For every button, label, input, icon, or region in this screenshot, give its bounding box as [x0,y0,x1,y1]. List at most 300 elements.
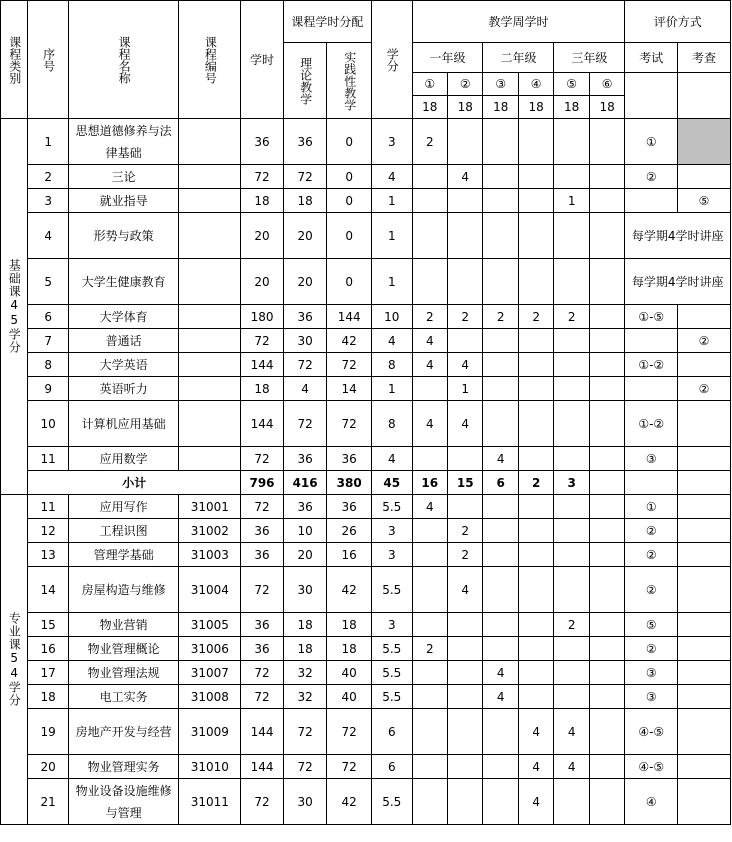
check-cell [678,661,731,685]
header-category: 课程类别 [1,1,28,119]
weekly-hours-cell [554,567,589,613]
check-cell [678,637,731,661]
weekly-hours-cell [483,353,518,377]
hours-cell: 72 [241,447,284,471]
exam-cell: ③ [625,661,678,685]
check-cell [678,401,731,447]
weekly-hours-cell [412,259,447,305]
header-weekly: 教学周学时 [412,1,625,43]
group-basic: 基础课45学分 [1,119,28,495]
course-name-cell: 英语听力 [68,377,179,401]
eval-blank [678,73,731,119]
credit-cell: 5.5 [372,637,413,661]
header-practice: 实践性教学 [327,43,372,119]
weekly-hours-cell [554,685,589,709]
hours-cell: 180 [241,305,284,329]
table-row [1,495,731,519]
weekly-hours-cell: 4 [448,401,483,447]
weekly-hours-cell [412,377,447,401]
weekly-hours-cell [448,755,483,779]
practice-cell: 16 [327,543,372,567]
credit-cell: 6 [372,755,413,779]
check-cell [678,165,731,189]
theory-cell: 30 [283,779,327,825]
theory-cell: 30 [283,329,327,353]
hours-cell: 36 [241,543,284,567]
semester-4: ④ [518,73,553,96]
hours-cell: 72 [241,329,284,353]
subtotal-exam [625,471,678,495]
exam-cell: ①-② [625,401,678,447]
weekly-hours-cell: 2 [554,613,589,637]
practice-cell: 36 [327,495,372,519]
weekly-hours-cell: 2 [448,543,483,567]
weekly-hours-cell: 2 [554,305,589,329]
weekly-hours-cell [589,353,625,377]
header-code: 课程编号 [179,1,241,119]
weekly-hours-cell: 2 [448,519,483,543]
theory-cell: 18 [283,189,327,213]
weeks-cell: 18 [589,96,625,119]
eval-merged-cell: 每学期4学时讲座 [625,213,731,259]
exam-cell: ①-② [625,353,678,377]
weekly-hours-cell [518,189,553,213]
weekly-hours-cell [412,447,447,471]
course-name-cell: 物业设备设施维修与管理 [68,779,179,825]
course-name-cell: 物业管理法规 [68,661,179,685]
course-code-cell: 31006 [179,637,241,661]
hours-cell: 72 [241,567,284,613]
credit-cell: 3 [372,119,413,165]
credit-cell: 5.5 [372,495,413,519]
weekly-hours-cell [448,709,483,755]
subtotal-weekly: 2 [518,471,553,495]
practice-cell: 18 [327,637,372,661]
course-name-cell: 大学体育 [68,305,179,329]
practice-cell: 14 [327,377,372,401]
subtotal-weekly: 6 [483,471,518,495]
subtotal-hours: 796 [241,471,284,495]
header-theory: 理论教学 [283,43,327,119]
hours-cell: 36 [241,637,284,661]
credit-cell: 3 [372,613,413,637]
weekly-hours-cell [589,119,625,165]
course-name-cell: 物业管理实务 [68,755,179,779]
course-code-cell: 31004 [179,567,241,613]
weekly-hours-cell [412,519,447,543]
weekly-hours-cell [518,685,553,709]
weekly-hours-cell [589,213,625,259]
weekly-hours-cell [518,495,553,519]
header-name: 课程名称 [68,1,179,119]
check-cell: ② [678,329,731,353]
hours-cell: 144 [241,401,284,447]
practice-cell: 0 [327,213,372,259]
weekly-hours-cell [412,567,447,613]
header-dist: 课程学时分配 [283,1,371,43]
exam-cell: ① [625,119,678,165]
weekly-hours-cell [589,519,625,543]
weekly-hours-cell [412,543,447,567]
credit-cell: 4 [372,165,413,189]
course-code-cell [179,447,241,471]
exam-cell: ⑤ [625,613,678,637]
credit-cell: 1 [372,189,413,213]
theory-cell: 10 [283,519,327,543]
theory-cell: 20 [283,213,327,259]
subtotal-theory: 416 [283,471,327,495]
weekly-hours-cell [518,119,553,165]
weekly-hours-cell [518,567,553,613]
weekly-hours-cell [412,613,447,637]
exam-cell: ② [625,543,678,567]
weekly-hours-cell [412,165,447,189]
practice-cell: 18 [327,613,372,637]
course-code-cell [179,165,241,189]
weekly-hours-cell [518,329,553,353]
weekly-hours-cell: 4 [448,165,483,189]
weekly-hours-cell [518,377,553,401]
seq-cell: 3 [28,189,69,213]
weekly-hours-cell: 1 [448,377,483,401]
hours-cell: 72 [241,685,284,709]
credit-cell: 4 [372,447,413,471]
course-code-cell [179,305,241,329]
weekly-hours-cell [412,709,447,755]
weekly-hours-cell [412,213,447,259]
semester-6: ⑥ [589,73,625,96]
hours-cell: 36 [241,613,284,637]
seq-cell: 7 [28,329,69,353]
practice-cell: 0 [327,259,372,305]
credit-cell: 8 [372,401,413,447]
theory-cell: 20 [283,259,327,305]
table-row [1,447,731,471]
course-name-cell: 应用数学 [68,447,179,471]
course-name-cell: 大学英语 [68,353,179,377]
exam-cell [625,329,678,353]
course-code-cell [179,353,241,377]
weekly-hours-cell [589,447,625,471]
credit-cell: 3 [372,543,413,567]
table-row [1,305,731,329]
weekly-hours-cell: 4 [483,661,518,685]
seq-cell: 18 [28,685,69,709]
subtotal-weekly: 16 [412,471,447,495]
check-cell [678,543,731,567]
weekly-hours-cell [589,401,625,447]
weekly-hours-cell [448,447,483,471]
credit-cell: 5.5 [372,685,413,709]
weekly-hours-cell [589,495,625,519]
course-name-cell: 物业管理概论 [68,637,179,661]
weekly-hours-cell: 4 [448,353,483,377]
table-row [1,377,731,401]
weekly-hours-cell [554,543,589,567]
credit-cell: 1 [372,377,413,401]
hours-cell: 18 [241,189,284,213]
exam-cell: ③ [625,685,678,709]
exam-cell: ① [625,495,678,519]
check-cell: ② [678,377,731,401]
weekly-hours-cell [554,353,589,377]
course-code-cell [179,377,241,401]
practice-cell: 72 [327,401,372,447]
eval-merged-cell: 每学期4学时讲座 [625,259,731,305]
course-code-cell: 31002 [179,519,241,543]
seq-cell: 19 [28,709,69,755]
weekly-hours-cell: 4 [554,709,589,755]
subtotal-weekly [589,471,625,495]
seq-cell: 20 [28,755,69,779]
credit-cell: 6 [372,709,413,755]
weekly-hours-cell [483,613,518,637]
weekly-hours-cell [554,329,589,353]
header-seq: 序号 [28,1,69,119]
check-cell [678,353,731,377]
exam-cell: ② [625,637,678,661]
weekly-hours-cell [554,495,589,519]
weekly-hours-cell [554,213,589,259]
theory-cell: 18 [283,637,327,661]
table-row [1,755,731,779]
weekly-hours-cell [589,661,625,685]
practice-cell: 40 [327,685,372,709]
subtotal-weekly: 3 [554,471,589,495]
practice-cell: 0 [327,189,372,213]
credit-cell: 5.5 [372,779,413,825]
weekly-hours-cell: 2 [412,637,447,661]
weekly-hours-cell [448,259,483,305]
theory-cell: 32 [283,661,327,685]
practice-cell: 0 [327,165,372,189]
weekly-hours-cell [518,543,553,567]
header-exam: 考试 [625,43,678,73]
weekly-hours-cell [554,447,589,471]
weekly-hours-cell [483,779,518,825]
weekly-hours-cell [483,119,518,165]
weekly-hours-cell [448,213,483,259]
weekly-hours-cell: 4 [412,353,447,377]
course-name-cell: 房地产开发与经营 [68,709,179,755]
weekly-hours-cell: 4 [554,755,589,779]
weekly-hours-cell [483,259,518,305]
weekly-hours-cell [412,685,447,709]
check-cell [678,305,731,329]
weekly-hours-cell: 4 [412,495,447,519]
weekly-hours-cell [483,401,518,447]
table-row [1,543,731,567]
weekly-hours-cell [483,213,518,259]
theory-cell: 30 [283,567,327,613]
weekly-hours-cell [483,637,518,661]
exam-cell: ④ [625,779,678,825]
weekly-hours-cell: 2 [412,305,447,329]
seq-cell: 8 [28,353,69,377]
table-row [1,709,731,755]
table-row [1,661,731,685]
weekly-hours-cell [589,685,625,709]
weekly-hours-cell [483,377,518,401]
exam-cell: ③ [625,447,678,471]
course-name-cell: 形势与政策 [68,213,179,259]
check-cell [678,519,731,543]
theory-cell: 20 [283,543,327,567]
theory-cell: 72 [283,709,327,755]
subtotal-practice: 380 [327,471,372,495]
semester-5: ⑤ [554,73,589,96]
check-cell: ⑤ [678,189,731,213]
practice-cell: 40 [327,661,372,685]
semester-2: ② [448,73,483,96]
table-row [1,259,731,305]
course-name-cell: 工程识图 [68,519,179,543]
theory-cell: 4 [283,377,327,401]
weeks-cell: 18 [412,96,447,119]
table-row [1,353,731,377]
weekly-hours-cell [589,637,625,661]
weekly-hours-cell [483,709,518,755]
seq-cell: 4 [28,213,69,259]
weekly-hours-cell [448,779,483,825]
hours-cell: 72 [241,661,284,685]
weekly-hours-cell [554,661,589,685]
course-code-cell [179,119,241,165]
credit-cell: 1 [372,213,413,259]
weekly-hours-cell [448,661,483,685]
weekly-hours-cell [589,755,625,779]
seq-cell: 14 [28,567,69,613]
credit-cell: 3 [372,519,413,543]
course-name-cell: 电工实务 [68,685,179,709]
hours-cell: 144 [241,709,284,755]
theory-cell: 72 [283,165,327,189]
exam-cell: ② [625,519,678,543]
hours-cell: 20 [241,259,284,305]
seq-cell: 11 [28,447,69,471]
weekly-hours-cell [412,779,447,825]
table-row [1,519,731,543]
table-row [1,401,731,447]
seq-cell: 15 [28,613,69,637]
theory-cell: 36 [283,119,327,165]
header-year1: 一年级 [412,43,483,73]
course-name-cell: 普通话 [68,329,179,353]
weekly-hours-cell [589,543,625,567]
weekly-hours-cell [518,637,553,661]
weekly-hours-cell [554,259,589,305]
seq-cell: 16 [28,637,69,661]
theory-cell: 72 [283,755,327,779]
seq-cell: 10 [28,401,69,447]
weekly-hours-cell [554,165,589,189]
course-code-cell: 31001 [179,495,241,519]
weekly-hours-cell: 2 [412,119,447,165]
exam-cell: ② [625,165,678,189]
practice-cell: 144 [327,305,372,329]
weekly-hours-cell: 1 [554,189,589,213]
hours-cell: 36 [241,119,284,165]
course-code-cell: 31010 [179,755,241,779]
weekly-hours-cell [448,637,483,661]
weekly-hours-cell [589,259,625,305]
exam-cell: ④-⑤ [625,709,678,755]
hours-cell: 72 [241,779,284,825]
hours-cell: 72 [241,165,284,189]
credit-cell: 5.5 [372,567,413,613]
seq-cell: 6 [28,305,69,329]
practice-cell: 42 [327,329,372,353]
hours-cell: 144 [241,353,284,377]
weekly-hours-cell [589,189,625,213]
weekly-hours-cell [483,567,518,613]
course-code-cell: 31003 [179,543,241,567]
table-row [1,613,731,637]
weeks-cell: 18 [518,96,553,119]
exam-cell [625,189,678,213]
credit-cell: 8 [372,353,413,377]
eval-blank [625,73,678,119]
course-name-cell: 思想道德修养与法律基础 [68,119,179,165]
weeks-cell: 18 [448,96,483,119]
weekly-hours-cell [589,613,625,637]
course-name-cell: 应用写作 [68,495,179,519]
credit-cell: 5.5 [372,661,413,685]
hours-cell: 20 [241,213,284,259]
weeks-cell: 18 [554,96,589,119]
weekly-hours-cell [518,519,553,543]
practice-cell: 72 [327,755,372,779]
group-major: 专业课54学分 [1,495,28,825]
course-code-cell [179,329,241,353]
weekly-hours-cell [483,165,518,189]
weekly-hours-cell [518,401,553,447]
course-code-cell: 31009 [179,709,241,755]
subtotal-label: 小计 [28,471,241,495]
practice-cell: 26 [327,519,372,543]
weekly-hours-cell [518,259,553,305]
practice-cell: 0 [327,119,372,165]
course-code-cell [179,213,241,259]
weekly-hours-cell: 4 [518,755,553,779]
table-row [1,119,731,165]
seq-cell: 5 [28,259,69,305]
weekly-hours-cell [589,165,625,189]
hours-cell: 36 [241,519,284,543]
weekly-hours-cell [589,329,625,353]
weekly-hours-cell: 4 [483,685,518,709]
semester-1: ① [412,73,447,96]
table-row [1,189,731,213]
weekly-hours-cell [448,189,483,213]
weekly-hours-cell [412,755,447,779]
practice-cell: 42 [327,779,372,825]
weeks-cell: 18 [483,96,518,119]
check-cell [678,779,731,825]
weekly-hours-cell [589,779,625,825]
seq-cell: 11 [28,495,69,519]
course-code-cell: 31007 [179,661,241,685]
exam-cell: ② [625,567,678,613]
weekly-hours-cell [554,519,589,543]
weekly-hours-cell [412,189,447,213]
weekly-hours-cell: 4 [518,779,553,825]
theory-cell: 36 [283,447,327,471]
course-code-cell [179,189,241,213]
course-code-cell [179,259,241,305]
credit-cell: 10 [372,305,413,329]
weekly-hours-cell [554,779,589,825]
